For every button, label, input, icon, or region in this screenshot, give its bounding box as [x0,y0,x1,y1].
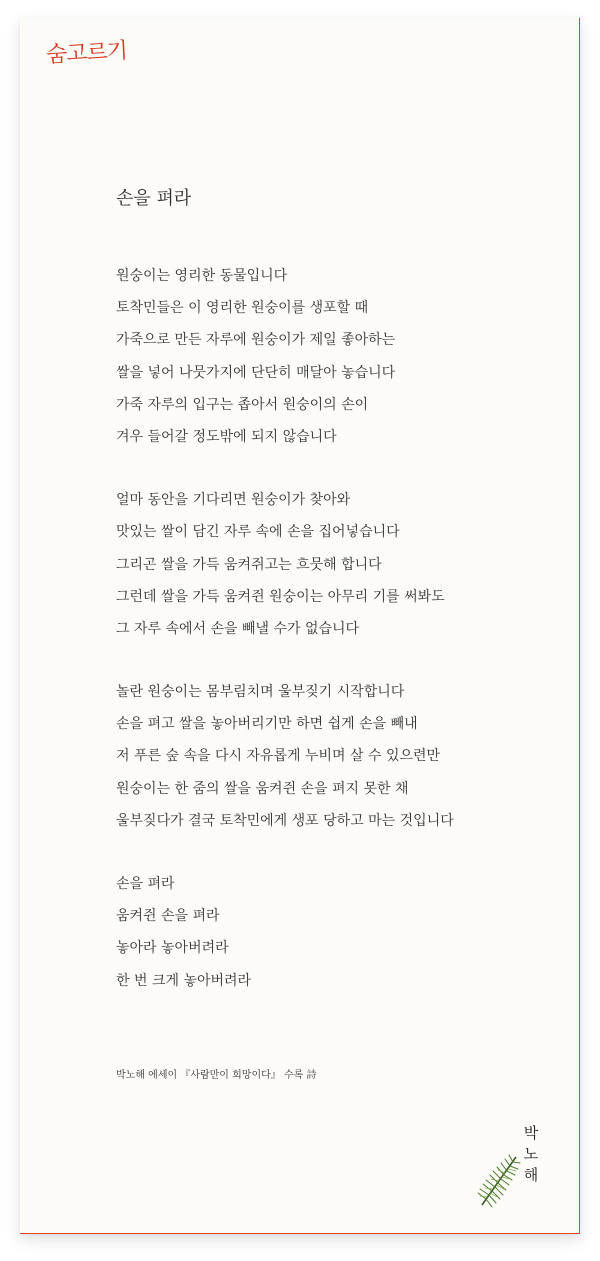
poem-stanza [116,484,556,645]
poem-line: 그런데 쌀을 가득 움켜쥔 원숭이는 아무리 기를 써봐도 [116,588,445,605]
poem-line: 겨우 들어갈 정도밖에 되지 않습니다 [116,428,337,445]
poem-body [116,260,556,1028]
poem-line: 원숭이는 한 줌의 쌀을 움켜쥔 손을 펴지 못한 채 [116,780,409,797]
signature-text [522,1123,540,1186]
poem-line: 놓아라 놓아버려라 [116,940,229,957]
poem-line: 원숭이는 영리한 동물입니다 [116,268,288,284]
poem-line: 그리곤 쌀을 가득 움켜쥐고는 흐뭇해 합니다 [116,556,382,573]
pine-branch-icon [476,1149,524,1209]
poem-line: 한 번 크게 놓아버려라 [116,972,252,989]
poem-stanza [116,868,556,997]
signature-char: 박 [523,1124,539,1142]
poem-line: 쌀을 넣어 나뭇가지에 단단히 매달아 놓습니다 [116,364,396,381]
poem-line: 손을 펴고 쌀을 놓아버리기만 하면 쉽게 손을 빼내 [116,716,418,733]
poem-line: 얼마 동안을 기다리면 원숭이가 찾아와 [116,492,351,509]
poem-line: 토착민들은 이 영리한 원숭이를 생포할 때 [116,300,369,317]
poem-card [20,18,580,1234]
author-signature [476,1123,556,1223]
poem-line: 가죽 자루의 입구는 좁아서 원숭이의 손이 [116,396,369,413]
poem-line: 놀란 원숭이는 몸부림치며 울부짖기 시작합니다 [116,684,405,701]
signature-char: 해 [523,1166,539,1184]
poem-line: 울부짖다가 결국 토착민에게 생포 당하고 마는 것입니다 [116,812,454,829]
poem-line: 그 자루 속에서 손을 빼낼 수가 없습니다 [116,620,360,637]
brand-logo: 숨고르기 [45,38,128,68]
poem-stanza [116,676,556,837]
poem-line: 저 푸른 숲 속을 다시 자유롭게 누비며 살 수 있으련만 [116,748,441,765]
poem-line: 가죽으로 만든 자루에 원숭이가 제일 좋아하는 [116,332,396,349]
poem-line: 맛있는 쌀이 담긴 자루 속에 손을 집어넣습니다 [116,524,400,541]
poem-title: 손을 펴라 [116,188,192,209]
source-credit: 박노해 에세이 『사람만이 희망이다』 수록 詩 [116,1070,317,1081]
signature-char: 노 [523,1145,539,1163]
poem-line: 움켜쥔 손을 펴라 [116,908,220,925]
poem-stanza [116,260,556,453]
poem-line: 손을 펴라 [116,876,175,892]
